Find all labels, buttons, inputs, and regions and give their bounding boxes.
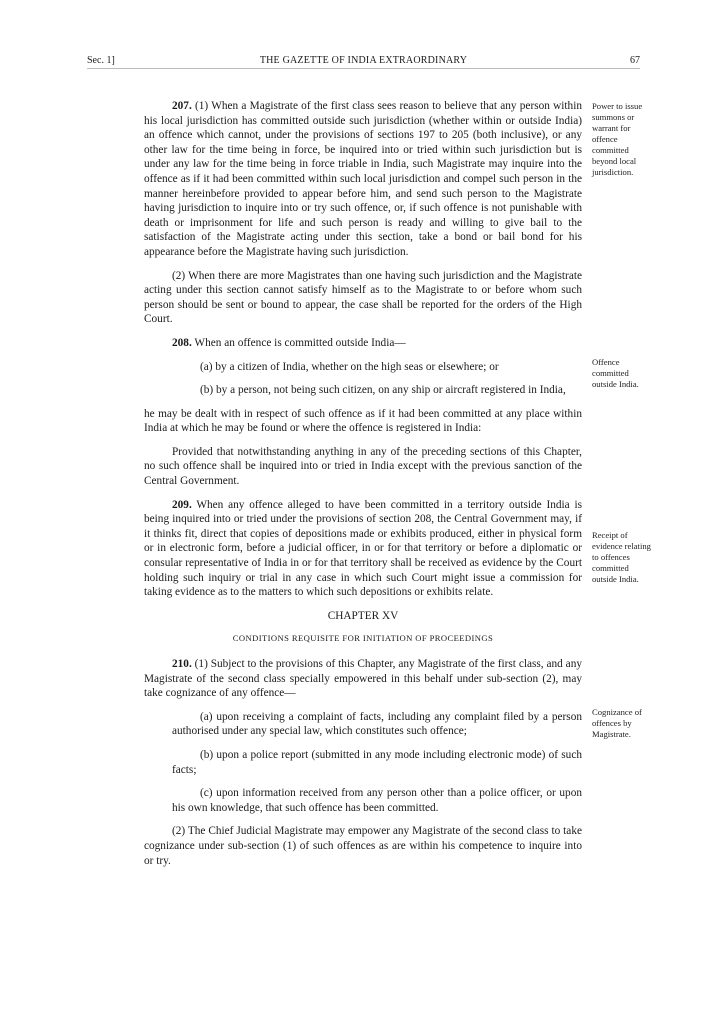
- section-208-clause-b: (b) by a person, not being such citizen, on any ship or aircraft registered in India,: [200, 384, 566, 397]
- section-208-clause-a: (a) by a citizen of India, whether on the high seas or elsewhere; or: [200, 360, 499, 373]
- section-208-intro-text: When an offence is committed outside India—: [194, 336, 406, 349]
- section-210-para-2: (2) The Chief Judicial Magistrate may empower any Magistrate of the second class to take cognizance under sub-section (1) of such offences as are within his competence to inquire into or try.: [144, 825, 582, 867]
- section-209-text: When any offence alleged to have been committed in a territory outside India is being inquired into or tried under the provisions of section 208, the Central Government may, if it thinks fit, direct that copies of depositions made or exhibits produced, either in physical form or in electronic form, before a judicial officer, in or for that territory or before a diplomatic or consular representative of India in or for that territory shall be received as evidence by the Court holding such inquiry or trial in any case in which such Court might issue a commission for taking evidence as to the matters to which such depositions or exhibits relate.: [144, 498, 582, 599]
- section-210-text-1: (1) Subject to the provisions of this Chapter, any Magistrate of the first class, and any Magistrate of the second class specially empowered in this behalf under sub-section (2), may take cognizance of any offence—: [144, 658, 582, 700]
- chapter-title: CHAPTER XV: [327, 609, 399, 622]
- section-207-text-1: (1) When a Magistrate of the first class sees reason to believe that any person within his local jurisdiction has committed outside such jurisdiction (whether within or outside India) an offence which cannot, under the provisions of sections 197 to 205 (both inclusive), or any other law for the time being in force, be inquired into or tried within such jurisdiction but is under any law for the time being in force triable in India, such Magistrate may inquire into the offence as if it had been committed within such local jurisdiction and compel such person in the manner hereinbefore provided to appear before him, and send such person to the Magistrate having jurisdiction to inquire into or try such offence, or, if such offence is not punishable with death or imprisonment for life and such person is ready and willing to give bail to the satisfaction of the Magistrate acting under this section, take a bond or bail bond for his appearance before the Magistrate having such jurisdiction.: [144, 100, 582, 258]
- section-207-number: 207.: [172, 100, 192, 112]
- section-208-continuation: he may be dealt with in respect of such offence as if it had been committed at any place within India at which he may be found or where the offence is registered in India:: [144, 407, 582, 435]
- margin-note-209: Receipt of evidence relating to offences committed outside India.: [592, 530, 651, 584]
- section-207-para-1: [144, 99, 582, 260]
- section-209-para: [144, 498, 582, 600]
- margin-note-208: Offence committed outside India.: [592, 357, 639, 389]
- section-207-para-2: (2) When there are more Magistrates than one having such jurisdiction and the Magistrate acting under this section cannot satisfy himself as to the Magistrate to or before whom such person should be sent or bound to appear, the case shall be reported for the orders of the High Court.: [144, 269, 582, 326]
- section-210-clause-a: (a) upon receiving a complaint of facts, including any complaint filed by a person authorised under any special law, which constitutes such offence;: [172, 710, 582, 738]
- section-208-number: 208.: [172, 336, 192, 349]
- page-body: [144, 99, 582, 877]
- page-number: 67: [630, 55, 640, 66]
- section-210-number: 210.: [172, 658, 192, 670]
- margin-note-210: Cognizance of offences by Magistrate.: [592, 707, 642, 739]
- section-210-clause-c: (c) upon information received from any person other than a police officer, or upon his own knowledge, that such offence has been committed.: [172, 787, 582, 814]
- margin-note-207: Power to issue summons or warrant for offence committed beyond local jurisdiction.: [592, 101, 643, 177]
- gazette-title: THE GAZETTE OF INDIA EXTRAORDINARY: [259, 55, 468, 66]
- section-210-para-1: [144, 657, 582, 701]
- chapter-subtitle: CONDITIONS REQUISITE FOR INITIATION OF PROCEEDINGS: [232, 633, 494, 644]
- section-210-clause-b: (b) upon a police report (submitted in any mode including electronic mode) of such facts;: [172, 748, 582, 776]
- section-208-intro: [144, 336, 582, 351]
- header-rule: [87, 68, 640, 69]
- section-209-number: 209.: [172, 498, 192, 511]
- header-section-ref: Sec. 1]: [87, 55, 115, 66]
- section-208-proviso: Provided that notwithstanding anything in any of the preceding sections of this Chapter, no such offence shall be inquired into or tried in India except with the previous sanction of the Central Government.: [144, 445, 582, 488]
